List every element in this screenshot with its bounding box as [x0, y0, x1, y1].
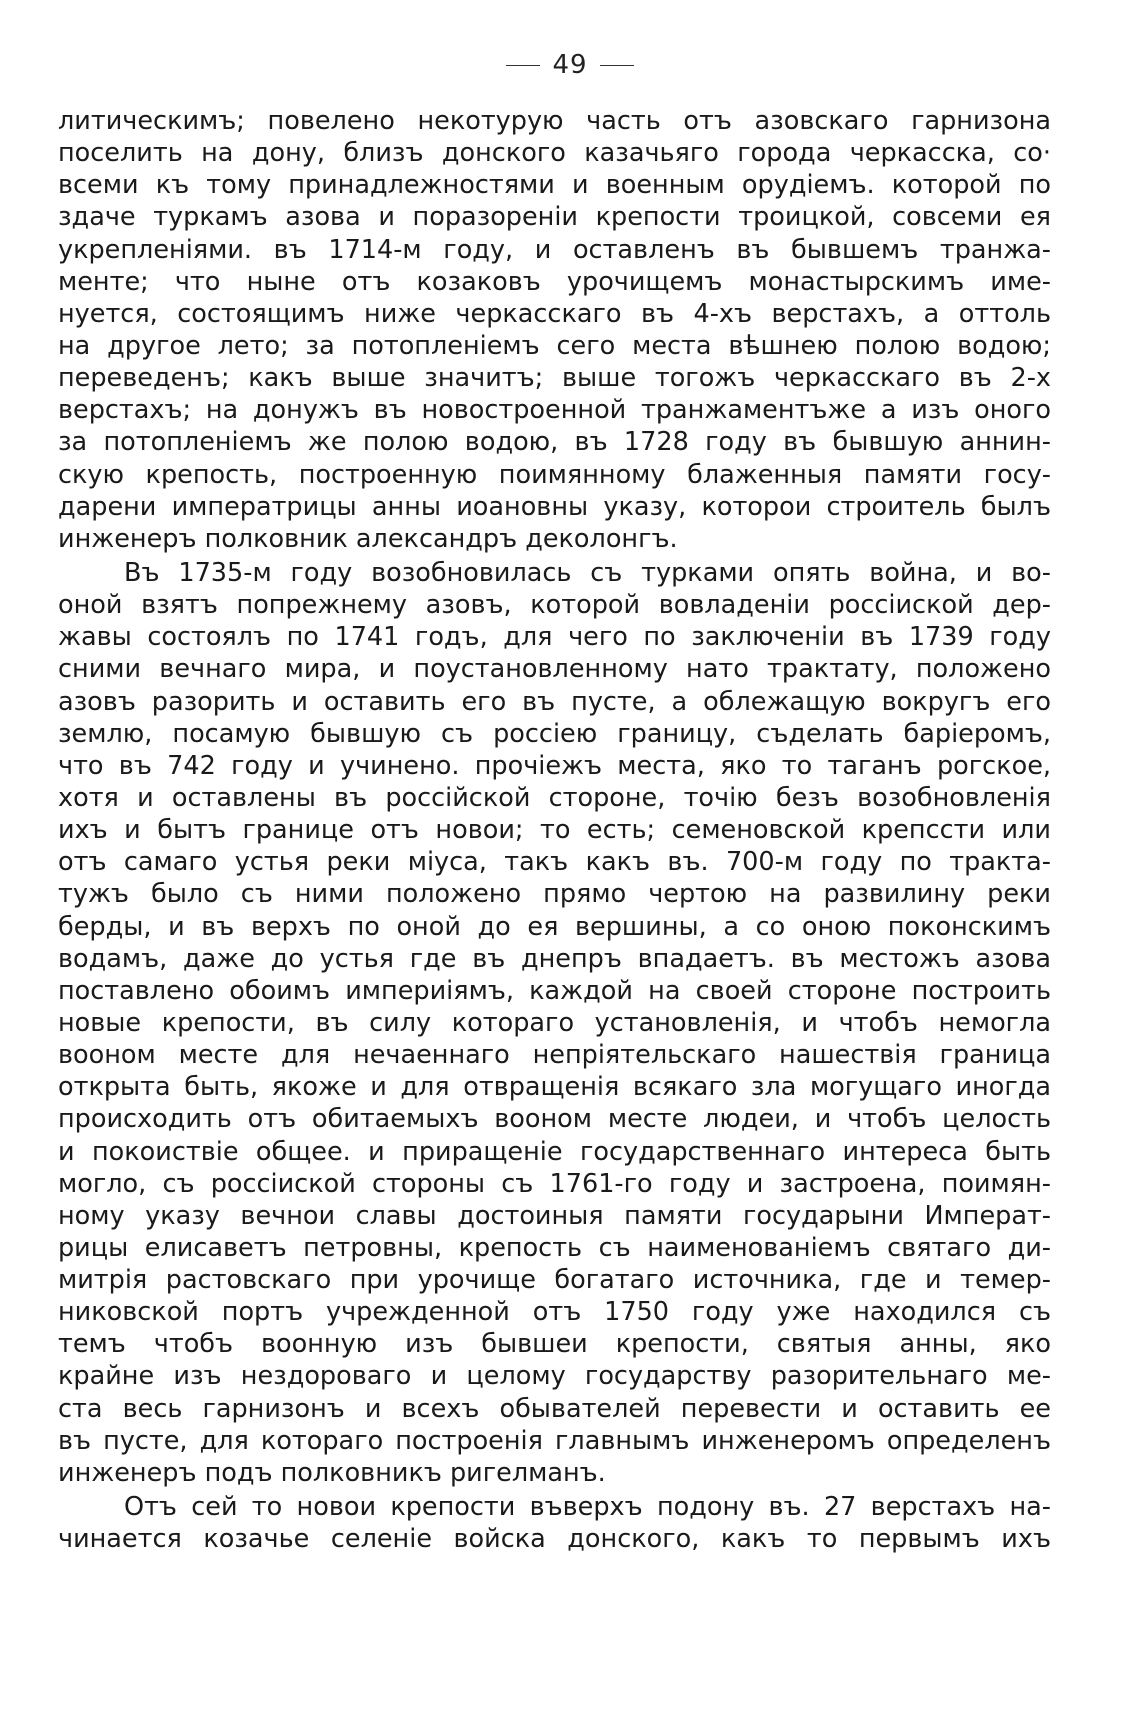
text-line: митрiя растовскаго при урочище богатаго источника, где и темер-: [58, 1265, 1051, 1296]
text-line: всеми къ тому принадлежностями и военным орудiемъ. которой по: [58, 170, 1051, 201]
text-line: землю, посамую бывшую съ россiею границу, съделать барiеромъ,: [58, 718, 1051, 749]
text-line: скую крепость, построенную поимянному блаженныя памяти госу-: [58, 459, 1051, 490]
text-line: переведенъ; какъ выше значитъ; выше тогожъ черкасскаго въ 2-х: [58, 363, 1051, 394]
text-line: литическимъ; повелено некотурую часть отъ азовскаго гарнизона: [58, 106, 1051, 136]
text-line: поставлено обоимъ империiямъ, каждой на своей стороне построить: [58, 975, 1051, 1006]
text-line: водамъ, даже до устья где въ днепръ впадаетъ. въ местожъ азова: [58, 943, 1051, 974]
text-line: инженеръ полковник александръ деколонгъ.: [58, 523, 678, 554]
text-line: никовской портъ учрежденной отъ 1750 году уже находился съ: [58, 1297, 1051, 1328]
text-line: поселить на дону, близъ донского казачьяго города черкасска, со·: [58, 138, 1051, 169]
text-line: темъ чтобъ воонную изъ бывшеи крепости, святыя анны, яко: [58, 1329, 1051, 1360]
text-line: что въ 742 году и учинено. прочiежъ места, яко то таганъ рогское,: [58, 750, 1051, 781]
text-line: въ пусте, для котораго построенiя главнымъ инженеромъ определенъ: [58, 1425, 1051, 1456]
page-number: [0, 50, 1140, 80]
text-line: вооном месте для нечаеннаго непрiятельскаго нашествiя граница: [58, 1040, 1051, 1071]
text-line: инженеръ подъ полковникъ ригелманъ.: [58, 1457, 606, 1488]
page-number-right-dash: [600, 65, 634, 66]
text-line: за потопленiемъ же полою водою, въ 1728 году въ бывшую аннин-: [58, 427, 1051, 458]
text-line: происходить отъ обитаемыхъ вооном месте людеи, и чтобъ целость: [58, 1104, 1051, 1135]
text-line: могло, съ россiиской стороны съ 1761-го году и застроена, поимян-: [58, 1168, 1051, 1199]
text-line: открыта быть, якоже и для отвращенiя всякаго зла могущаго иногда: [58, 1072, 1051, 1103]
text-line: укрепленiями. въ 1714-м году, и оставленъ въ бывшемъ транжа-: [58, 234, 1051, 265]
text-line: ному указу вечнои славы достоиныя памяти государыни Императ-: [58, 1200, 1051, 1231]
text-line: дарени императрицы анны иоановны указу, которои строитель былъ: [58, 491, 1051, 522]
text-line: сними вечнаго мира, и поустановленному нато трактату, положено: [58, 654, 1051, 685]
text-line: верстахъ; на донужъ въ новостроенной транжаментъже а изъ оного: [58, 395, 1051, 426]
text-line: отъ самаго устья реки мiуса, такъ какъ въ. 700-м году по трактa-: [58, 847, 1051, 878]
paragraph-1: [58, 105, 1051, 555]
page-number-left-dash: [506, 65, 540, 66]
text-line: ихъ и бытъ границе отъ новои; то есть; семеновской крепссти или: [58, 815, 1051, 846]
text-line: берды, и въ верхъ по оной до ея вершины, а со оною поконскимъ: [58, 911, 1051, 942]
text-line: нуется, состоящимъ ниже черкасскаго въ 4-хъ верстахъ, а оттоль: [58, 298, 1051, 329]
text-line: на другое лето; за потопленiемъ сего места вѣшнею полою водою;: [58, 330, 1051, 361]
page-number-text: 49: [552, 50, 588, 80]
text-line: здаче туркамъ азова и поразоренiи крепости троицкой, совсеми ея: [58, 202, 1051, 233]
text-line: жавы состоялъ по 1741 годъ, для чего по заключенiи въ 1739 году: [58, 622, 1051, 653]
text-line: оной взятъ попрежнему азовъ, которой вовладенiи россiиской дер-: [58, 590, 1051, 621]
text-body: [58, 105, 1051, 1555]
text-line: Въ 1735-м году возобновилась съ турками опять война, и во-: [124, 557, 1051, 588]
text-line: крайне изъ нездороваго и целому государству разорительнаго ме-: [58, 1361, 1051, 1392]
text-line: тужъ было съ ними положено прямо чертою на развилину реки: [58, 879, 1051, 910]
text-line: рицы елисаветъ петровны, крепость съ наименованiемъ святаго ди-: [58, 1232, 1051, 1263]
text-line: ста весь гарнизонъ и всехъ обывателей перевести и оставить ее: [58, 1393, 1051, 1424]
text-line: Отъ сей то новои крепости въверхъ подону въ. 27 верстахъ на-: [124, 1492, 1051, 1523]
paragraph-3: [58, 1491, 1051, 1555]
text-line: азовъ разорить и оставить его въ пусте, а облежащую вокругъ его: [58, 686, 1051, 717]
text-line: новые крепости, въ силу котораго установленiя, и чтобъ немогла: [58, 1007, 1051, 1038]
text-line: менте; что ныне отъ козаковъ урочищемъ монастырскимъ име-: [58, 266, 1051, 297]
text-line: и покоиствiе общее. и приращенiе государственнаго интереса быть: [58, 1136, 1051, 1167]
text-line: хотя и оставлены въ россiйской стороне, точiю безъ возобновленiя: [58, 782, 1051, 813]
text-line: чинается козачье селенiе войска донского, какъ то первымъ ихъ: [58, 1524, 1051, 1555]
paragraph-2: [58, 557, 1051, 1489]
